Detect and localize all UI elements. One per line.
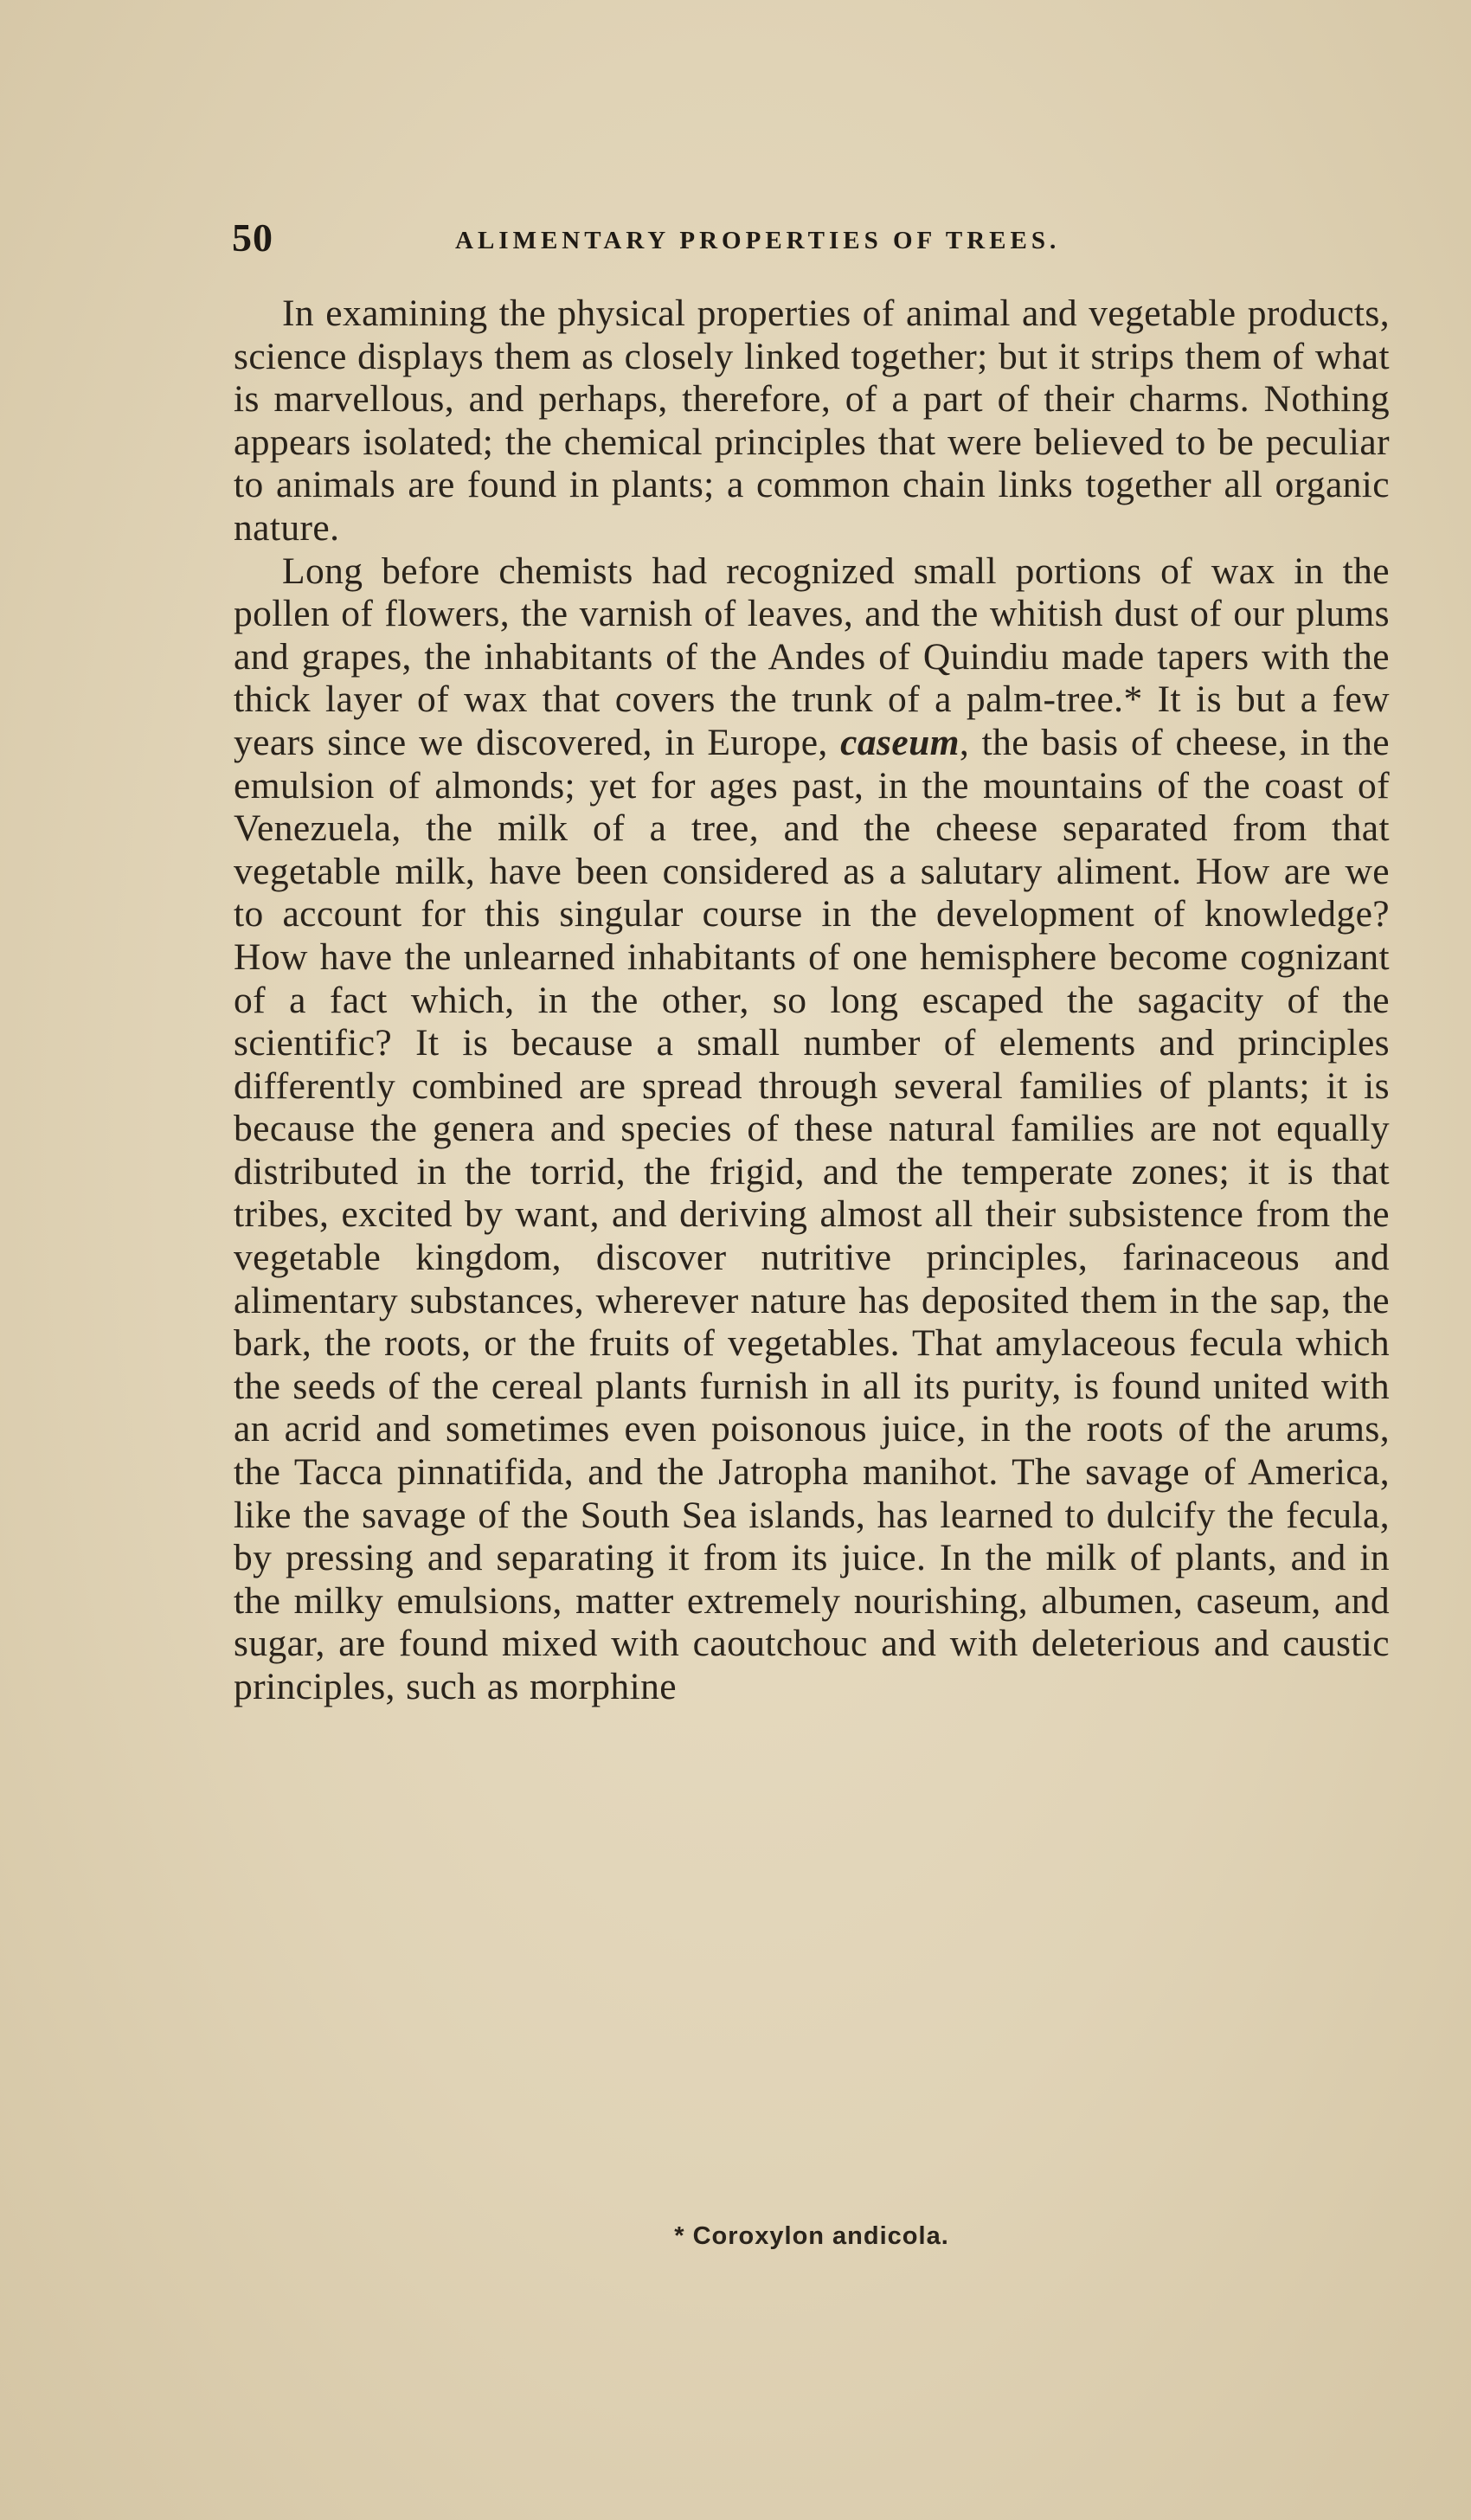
paragraph-1-text: In examining the physical properties of animal and vegetable products, science displays them as closely linked together; but it strips them of what is marvellous, and perhaps, therefore, of a part of their charms. Nothing appears isolated; the chemical principles that were believed to be peculiar to animals are found in plants; a common chain links together all organic nature. [234,292,1390,549]
italic-term-caseum: caseum [840,721,960,763]
paragraph-2-text-before: Long before chemists had recognized small portions of wax in the pollen of flowers, the varnish of leaves, and the whitish dust of our plums and grapes, the inhabitants of the Andes of Quindiu made tapers with the thick layer of wax that covers the trunk of a palm-tree.* It is but a few years since we discovered, in Europe, [234,550,1390,763]
paragraph-2-text-after: , the basis of cheese, in the emulsion of almonds; yet for ages past, in the mountains of the coast of Venezuela, the milk of a tree, and the cheese separated from that vegetable milk, have been considered as a salutary aliment. How are we to account for this singular course in the development of knowledge? How have the unlearned inhabitants of one hemisphere become cognizant of a fact which, in the other, so long escaped the sagacity of the scientific? It is because a small number of elements and principles differently combined are spread through several families of plants; it is because the genera and species of these natural families are not equally distributed in the torrid, the frigid, and the temperate zones; it is that tribes, excited by want, and deriving almost all their subsistence from the vegetable kingdom, discover nutritive principles, farinaceous and alimentary substances, wherever nature has deposited them in the sap, the bark, the roots, or the fruits of vegetables. That amylaceous fecula which the seeds of the cereal plants furnish in all its purity, is found united with an acrid and sometimes even poisonous juice, in the roots of the arums, the Tacca pinnatifida, and the Jatropha manihot. The savage of America, like the savage of the South Sea islands, has learned to dulcify the fecula, by pressing and separating it from its juice. In the milk of plants, and in the milky emulsions, matter extremely nourishing, albumen, caseum, and sugar, are found mixed with caoutchouc and with deleterious and caustic principles, such as morphine [234,721,1390,1707]
footnote: * Coroxylon andicola. [674,2222,949,2250]
running-head: ALIMENTARY PROPERTIES OF TREES. [455,227,1061,254]
paragraph-2 [234,550,1390,1709]
paragraph-1 [234,292,1390,550]
page-body [234,292,1390,2250]
page-header [232,215,1184,267]
page-number: 50 [232,215,273,260]
